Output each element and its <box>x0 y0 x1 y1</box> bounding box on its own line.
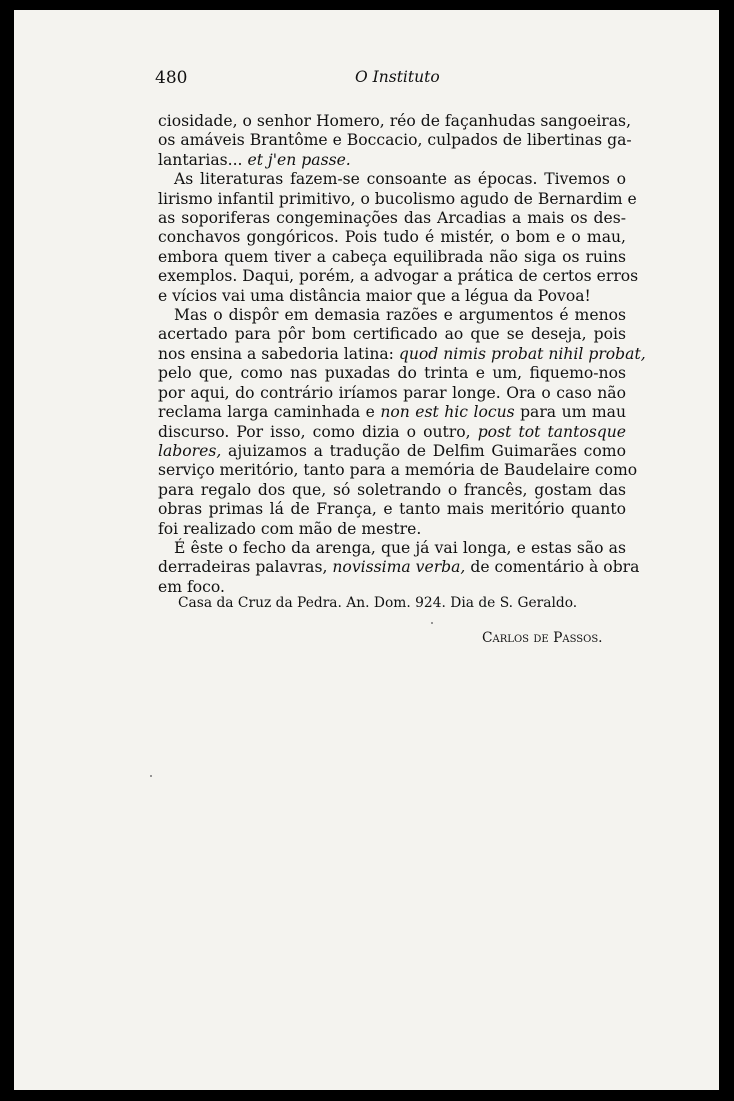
paragraph-1 <box>158 112 632 170</box>
text-line: pelo que, como nas puxadas do trinta e um, fiquemo-nos <box>158 364 626 383</box>
text-line <box>158 423 626 442</box>
paragraph-2 <box>158 170 639 306</box>
text-run: discurso. Por isso, como dizia o outro, <box>158 422 471 441</box>
text-line: As literaturas fazem-se consoante as épocas. Tivemos o <box>174 170 626 189</box>
text-line: em foco. <box>158 577 225 596</box>
text-line: por aqui, do contrário iríamos parar longe. Ora o caso não <box>158 383 626 402</box>
text-line: Mas o dispôr em demasia razões e argumentos é menos <box>174 306 626 325</box>
text-line <box>158 442 626 461</box>
text-run: reclama larga caminhada e <box>158 403 375 422</box>
text-line: ciosidade, o senhor Homero, réo de façanhudas sangoeiras, <box>158 112 632 130</box>
running-head: O Instituto <box>355 68 440 86</box>
page-number: 480 <box>155 68 188 88</box>
text-line: obras primas lá de França, e tanto mais meritório quanto <box>158 500 626 519</box>
text-line: os amáveis Brantôme e Boccacio, culpados de libertinas ga- <box>158 131 632 150</box>
italic-phrase: labores, <box>158 441 222 460</box>
italic-phrase: non est hic locus <box>380 403 515 422</box>
text-line: embora quem tiver a cabeça equilibrada não siga os ruins <box>158 247 626 266</box>
text-run: lantarias... <box>158 150 243 169</box>
paragraph-3 <box>158 306 646 539</box>
dateline: Casa da Cruz da Pedra. An. Dom. 924. Dia de S. Geraldo. <box>178 595 578 611</box>
body-text <box>158 112 646 597</box>
text-line: acertado para pôr bom certificado ao que se deseja, pois <box>158 325 626 344</box>
paper-speck <box>431 622 433 624</box>
text-line: serviço meritório, tanto para a memória de Baudelaire como <box>158 461 638 480</box>
text-line: e vícios vai uma distância maior que a légua da Povoa! <box>158 286 591 305</box>
text-line: lirismo infantil primitivo, o bucolismo agudo de Bernardim e <box>158 189 637 208</box>
text-line <box>158 558 640 577</box>
text-line: foi realizado com mão de mestre. <box>158 519 422 538</box>
page-header <box>155 68 630 90</box>
italic-phrase: post tot tantosque <box>477 422 626 441</box>
paragraph-4 <box>158 538 640 597</box>
text-line <box>158 344 646 364</box>
text-line: exemplos. Daqui, porém, a advogar a prática de certos erros <box>158 267 639 286</box>
text-line <box>158 403 626 422</box>
author-signature: Carlos de Passos. <box>482 630 603 646</box>
italic-phrase: novissima verba, <box>332 558 466 577</box>
text-line: conchavos gongóricos. Pois tudo é mistér, o bom e o mau, <box>158 228 626 247</box>
text-run: para um mau <box>520 403 626 422</box>
text-run: de comentário à obra <box>470 558 640 577</box>
italic-phrase: et j'en passe. <box>247 150 351 169</box>
text-line: para regalo dos que, só soletrando o francês, gostam das <box>158 480 626 499</box>
paper-speck <box>150 775 152 777</box>
text-run: ajuizamos a tradução de Delfim Guimarães como <box>228 441 626 460</box>
text-line <box>158 151 626 170</box>
text-line: as soporiferas congeminações das Arcadias a mais os des- <box>158 209 626 228</box>
text-run: nos ensina a sabedoria latina: <box>158 344 394 363</box>
italic-phrase: quod nimis probat nihil probat, <box>398 344 646 363</box>
text-run: derradeiras palavras, <box>158 558 328 577</box>
text-line: É êste o fecho da arenga, que já vai longa, e estas são as <box>174 538 626 557</box>
